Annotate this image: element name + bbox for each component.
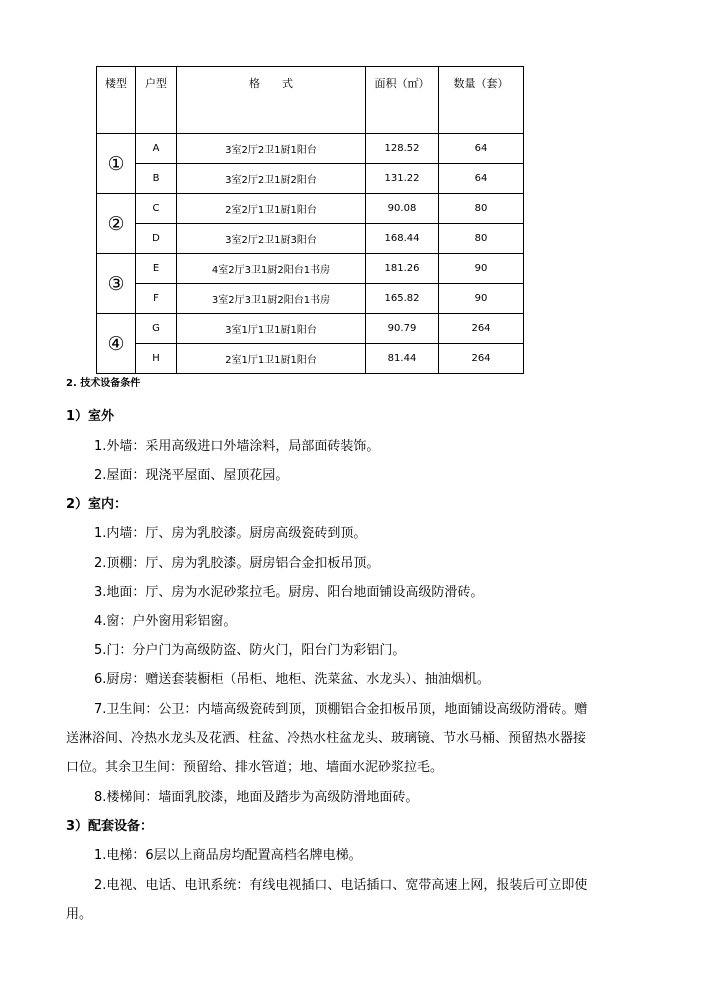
list-item: 7.卫生间：公卫：内墙高级瓷砖到顶，顶棚铝合金扣板吊顶，地面铺设高级防滑砖。赠 <box>94 702 588 717</box>
unit-type-cell: G <box>136 314 177 344</box>
area-cell: 81.44 <box>366 344 439 374</box>
count-cell: 264 <box>439 314 524 344</box>
layout-cell: 3室2厅2卫1厨2阳台 <box>177 164 366 194</box>
unit-type-cell: H <box>136 344 177 374</box>
unit-type-cell: C <box>136 194 177 224</box>
header-area: 面积（㎡） <box>366 67 439 134</box>
table-row <box>97 314 524 344</box>
table-row <box>97 194 524 224</box>
unit-type-cell: A <box>136 134 177 164</box>
subsection-title-indoor: 2）室内： <box>66 497 128 512</box>
unit-type-cell: B <box>136 164 177 194</box>
subsection-title-outdoor: 1）室外 <box>66 409 115 424</box>
layout-cell: 4室2厅3卫1厨2阳台1书房 <box>177 254 366 284</box>
count-cell: 80 <box>439 194 524 224</box>
layout-cell: 2室2厅1卫1厨1阳台 <box>177 194 366 224</box>
building-cell: ④ <box>97 314 136 374</box>
header-layout: 格 式 <box>177 67 366 134</box>
area-cell: 168.44 <box>366 224 439 254</box>
count-cell: 64 <box>439 134 524 164</box>
count-cell: 90 <box>439 284 524 314</box>
building-cell: ③ <box>97 254 136 314</box>
table-row <box>97 224 524 254</box>
table-header-row <box>97 67 524 134</box>
layout-cell: 3室2厅2卫1厨3阳台 <box>177 224 366 254</box>
list-item: 1.内墙：厅、房为乳胶漆。厨房高级瓷砖到顶。 <box>94 526 367 541</box>
count-cell: 64 <box>439 164 524 194</box>
list-item: 4.窗：户外窗用彩铝窗。 <box>94 614 237 629</box>
count-cell: 90 <box>439 254 524 284</box>
layout-cell: 3室2厅3卫1厨2阳台1书房 <box>177 284 366 314</box>
list-item: 6.厨房：赠送套装橱柜（吊柜、地柜、洗菜盆、水龙头）、抽油烟机。 <box>94 672 490 687</box>
area-cell: 128.52 <box>366 134 439 164</box>
unit-type-cell: E <box>136 254 177 284</box>
list-item: 2.顶棚：厅、房为乳胶漆。厨房铝合金扣板吊顶。 <box>94 556 380 571</box>
unit-type-cell: F <box>136 284 177 314</box>
unit-type-cell: D <box>136 224 177 254</box>
section-title-tech-equipment: 2. 技术设备条件 <box>66 378 141 389</box>
layout-cell: 3室2厅2卫1厨1阳台 <box>177 134 366 164</box>
count-cell: 264 <box>439 344 524 374</box>
area-cell: 165.82 <box>366 284 439 314</box>
building-cell: ② <box>97 194 136 254</box>
list-item: 2.屋面：现浇平屋面、屋顶花园。 <box>94 468 289 483</box>
table-row <box>97 134 524 164</box>
table-row <box>97 254 524 284</box>
area-cell: 131.22 <box>366 164 439 194</box>
area-cell: 90.79 <box>366 314 439 344</box>
layout-cell: 2室1厅1卫1厨1阳台 <box>177 344 366 374</box>
table-row <box>97 164 524 194</box>
list-item: 1.电梯：6层以上商品房均配置高档名牌电梯。 <box>94 848 362 863</box>
area-cell: 90.08 <box>366 194 439 224</box>
list-item: 1.外墙：采用高级进口外墙涂料，局部面砖装饰。 <box>94 439 380 454</box>
list-item: 2.电视、电话、电讯系统：有线电视插口、电话插口、宽带高速上网，报装后可立即使 <box>94 878 588 893</box>
list-item-continuation: 用。 <box>66 907 93 922</box>
list-item: 3.地面：厅、房为水泥砂浆拉毛。厨房、阳台地面铺设高级防滑砖。 <box>94 585 484 600</box>
list-item: 8.楼梯间：墙面乳胶漆，地面及踏步为高级防滑地面砖。 <box>94 790 419 805</box>
list-item-continuation: 送淋浴间、冷热水龙头及花洒、柱盆、冷热水柱盆龙头、玻璃镜、节水马桶、预留热水器接 <box>66 731 587 746</box>
header-unit-type: 户型 <box>136 67 177 134</box>
table-row <box>97 344 524 374</box>
building-cell: ① <box>97 134 136 194</box>
table-row <box>97 284 524 314</box>
count-cell: 80 <box>439 224 524 254</box>
subsection-title-equipment: 3）配套设备： <box>66 819 154 834</box>
header-building: 楼型 <box>97 67 136 134</box>
layout-cell: 3室1厅1卫1厨1阳台 <box>177 314 366 344</box>
list-item-continuation: 口位。其余卫生间：预留给、排水管道；地、墙面水泥砂浆拉毛。 <box>66 760 444 775</box>
unit-type-table <box>96 66 524 374</box>
list-item: 5.门：分户门为高级防盗、防火门，阳台门为彩铝门。 <box>94 643 406 658</box>
area-cell: 181.26 <box>366 254 439 284</box>
header-count: 数量（套） <box>439 67 524 134</box>
